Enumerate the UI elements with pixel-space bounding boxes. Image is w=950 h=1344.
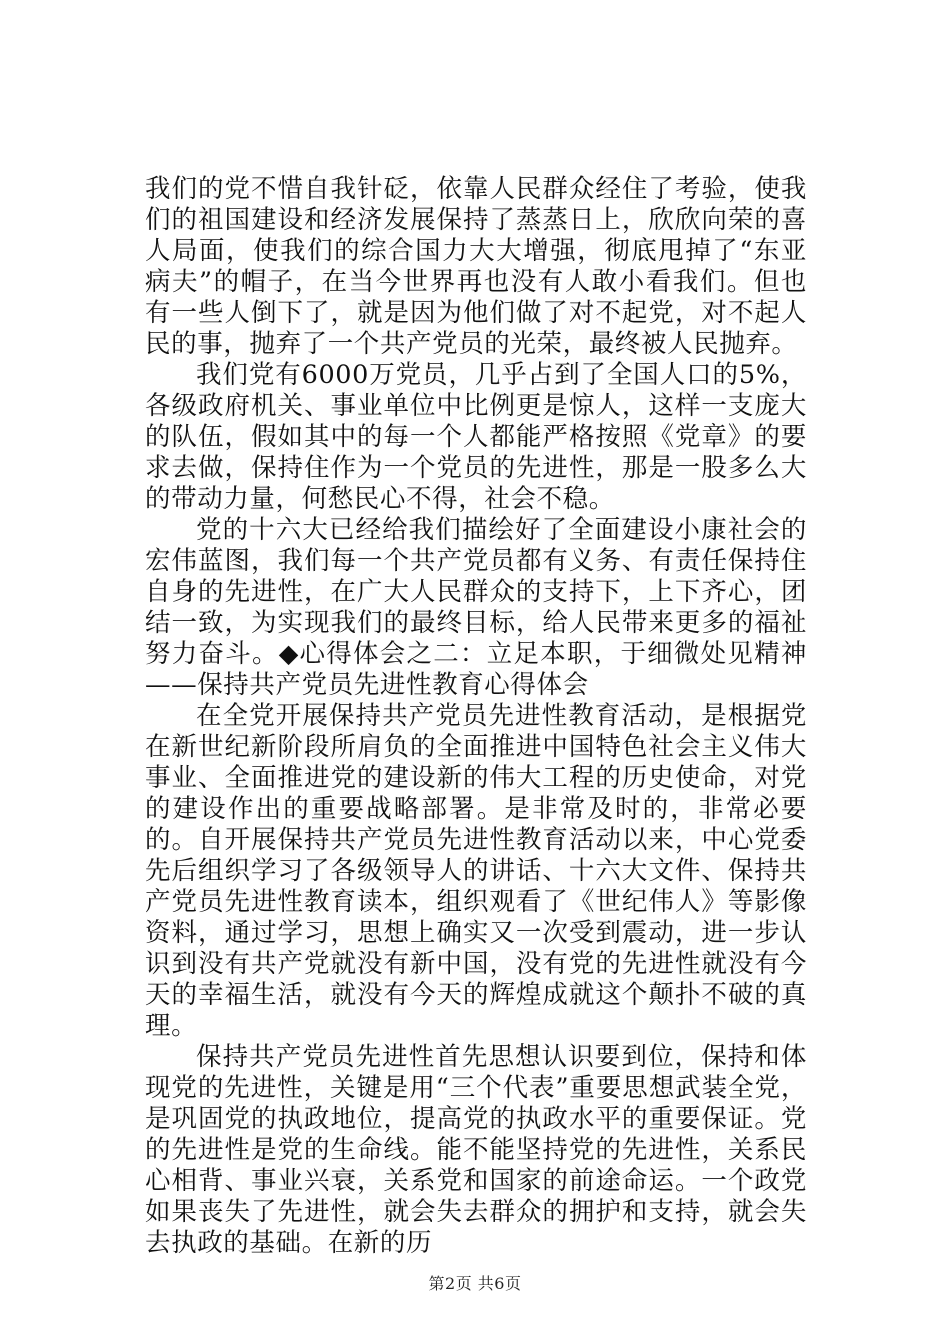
document-body [145,174,807,1259]
paragraph-3: 党的十六大已经给我们描绘好了全面建设小康社会的宏伟蓝图，我们每一个共产党员都有义务、有责任保持住自身的先进性，在广大人民群众的支持下，上下齐心，团结一致，为实现我们的最终目标，给人民带来更多的福祉努力奋斗。◆心得体会之二：立足本职，于细微处见精神——保持共产党员先进性教育心得体会 [145,515,807,700]
paragraph-4: 在全党开展保持共产党员先进性教育活动，是根据党在新世纪新阶段所肩负的全面推进中国特色社会主义伟大事业、全面推进党的建设新的伟大工程的历史使命，对党的建设作出的重要战略部署。是非常及时的，非常必要的。自开展保持共产党员先进性教育活动以来，中心党委先后组织学习了各级领导人的讲话、十六大文件、保持共产党员先进性教育读本，组织观看了《世纪伟人》等影像资料，通过学习，思想上确实又一次受到震动，进一步认识到没有共产党就没有新中国，没有党的先进性就没有今天的幸福生活，就没有今天的辉煌成就这个颠扑不破的真理。 [145,701,807,1041]
paragraph-5: 保持共产党员先进性首先思想认识要到位，保持和体现党的先进性，关键是用“三个代表”重要思想武装全党，是巩固党的执政地位，提高党的执政水平的重要保证。党的先进性是党的生命线。能不能坚持党的先进性，关系民心相背、事业兴衰，关系党和国家的前途命运。一个政党如果丧失了先进性，就会失去群众的拥护和支持，就会失去执政的基础。在新的历 [145,1042,807,1258]
paragraph-2: 我们党有6000万党员，几乎占到了全国人口的5%，各级政府机关、事业单位中比例更是惊人，这样一支庞大的队伍，假如其中的每一个人都能严格按照《党章》的要求去做，保持住作为一个党员的先进性，那是一股多么大的带动力量，何愁民心不得，社会不稳。 [145,360,807,514]
page-number-footer: 第2页 共6页 [428,1274,522,1293]
paragraph-1: 我们的党不惜自我针砭，依靠人民群众经住了考验，使我们的祖国建设和经济发展保持了蒸蒸日上，欣欣向荣的喜人局面，使我们的综合国力大大增强，彻底甩掉了“东亚病夫”的帽子，在当今世界再也没有人敢小看我们。但也有一些人倒下了，就是因为他们做了对不起党，对不起人民的事，抛弃了一个共产党员的光荣，最终被人民抛弃。 [145,174,807,359]
